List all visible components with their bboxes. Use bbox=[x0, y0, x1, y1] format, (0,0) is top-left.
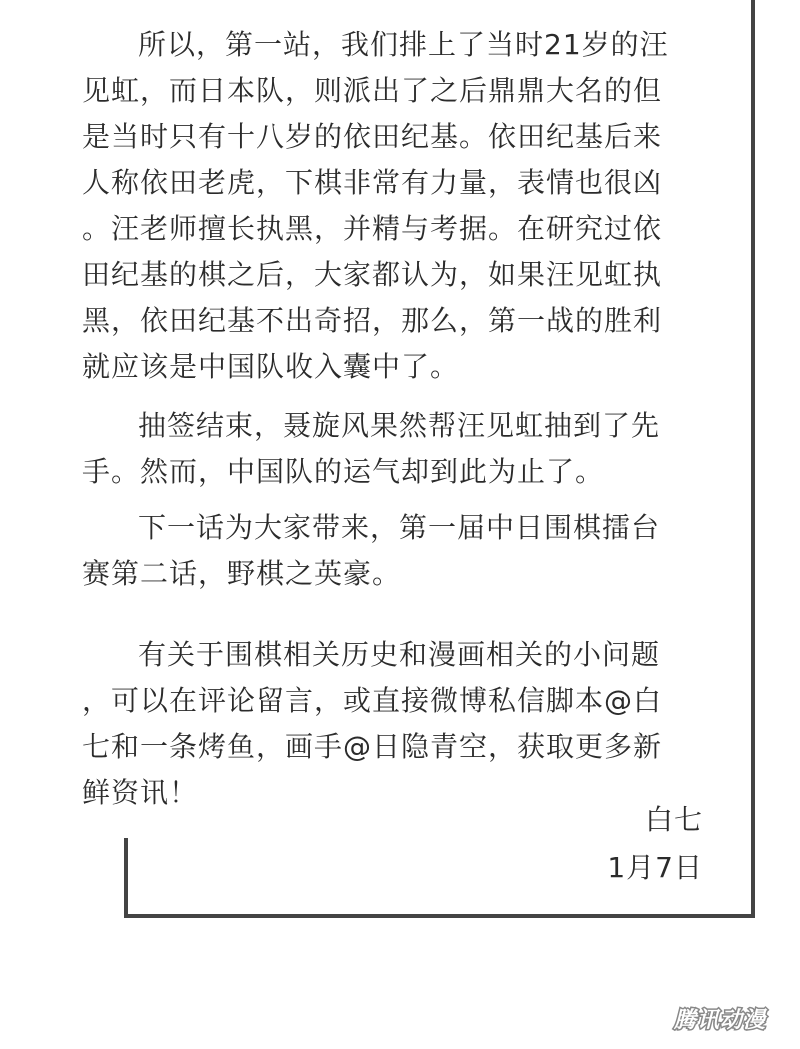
frame-left-border bbox=[124, 838, 128, 918]
watermark-logo bbox=[662, 1005, 778, 1035]
signature-date: 1月7日 bbox=[607, 851, 703, 884]
signature-name: 白七 bbox=[644, 803, 703, 836]
paragraph-first-match: 所以，第一站，我们排上了当时21岁的汪 见虹，而日本队，则派出了之后鼎鼎大名的但 是当时只有十八岁的依田纪基。依田纪基后来 人称依田老虎，下棋非常有力量，表情也很凶 。汪老师擅长执黑，并精与考据。在研究过依 田纪基的棋之后，大家都认为，如果汪见虹执 黑，依田纪基不出奇招，那么，第一战的胜利 就应该是中国队收入囊中了。 bbox=[82, 28, 669, 383]
watermark-text: 腾讯动漫 bbox=[673, 1008, 767, 1033]
frame-right-border bbox=[751, 0, 755, 918]
paragraph-draw-result: 抽签结束，聂旋风果然帮汪见虹抽到了先 手。然而，中国队的运气却到此为止了。 bbox=[82, 409, 661, 488]
frame-bottom-border bbox=[124, 914, 755, 918]
tencent-comic-logo-icon bbox=[662, 1005, 778, 1035]
paragraph-next-episode: 下一话为大家带来，第一届中日围棋擂台 赛第二话，野棋之英豪。 bbox=[82, 511, 661, 590]
paragraph-contact-info: 有关于围棋相关历史和漫画相关的小问题 ，可以在评论留言，或直接微博私信脚本@白 七和一条烤鱼，画手@日隐青空，获取更多新 鲜资讯！ bbox=[82, 638, 663, 809]
